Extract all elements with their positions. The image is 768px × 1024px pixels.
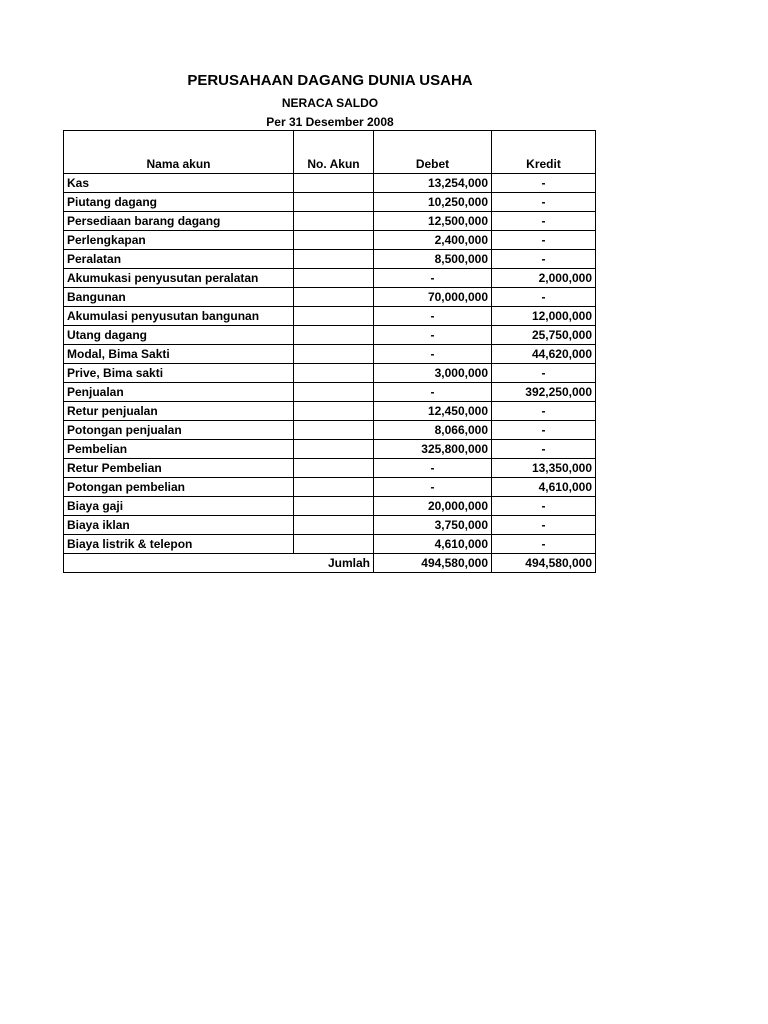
- account-name-cell: Retur penjualan: [64, 402, 294, 421]
- credit-cell: 12,000,000: [492, 307, 596, 326]
- column-header-credit: Kredit: [492, 131, 596, 174]
- credit-cell: 13,350,000: [492, 459, 596, 478]
- debit-cell: 3,750,000: [374, 516, 492, 535]
- total-row: [64, 554, 596, 573]
- credit-cell: -: [492, 174, 596, 193]
- account-number-cell: [294, 345, 374, 364]
- credit-cell: 4,610,000: [492, 478, 596, 497]
- table-row: [64, 459, 596, 478]
- total-debit: 494,580,000: [374, 554, 492, 573]
- debit-cell: 12,500,000: [374, 212, 492, 231]
- debit-cell: 8,066,000: [374, 421, 492, 440]
- credit-cell: -: [492, 516, 596, 535]
- account-number-cell: [294, 250, 374, 269]
- credit-cell: -: [492, 402, 596, 421]
- account-name-cell: Perlengkapan: [64, 231, 294, 250]
- credit-cell: -: [492, 364, 596, 383]
- credit-cell: -: [492, 440, 596, 459]
- credit-cell: -: [492, 288, 596, 307]
- account-name-cell: Utang dagang: [64, 326, 294, 345]
- credit-cell: 2,000,000: [492, 269, 596, 288]
- account-number-cell: [294, 383, 374, 402]
- account-number-cell: [294, 231, 374, 250]
- debit-cell: 325,800,000: [374, 440, 492, 459]
- credit-cell: 44,620,000: [492, 345, 596, 364]
- debit-cell: 70,000,000: [374, 288, 492, 307]
- table-row: [64, 345, 596, 364]
- table-row: [64, 497, 596, 516]
- debit-cell: -: [374, 478, 492, 497]
- account-name-cell: Biaya gaji: [64, 497, 294, 516]
- total-label: Jumlah: [64, 554, 374, 573]
- debit-cell: 20,000,000: [374, 497, 492, 516]
- table-row: [64, 516, 596, 535]
- account-name-cell: Pembelian: [64, 440, 294, 459]
- account-number-cell: [294, 269, 374, 288]
- debit-cell: 2,400,000: [374, 231, 492, 250]
- account-number-cell: [294, 421, 374, 440]
- table-row: [64, 307, 596, 326]
- account-name-cell: Bangunan: [64, 288, 294, 307]
- credit-cell: 25,750,000: [492, 326, 596, 345]
- account-name-cell: Kas: [64, 174, 294, 193]
- debit-cell: -: [374, 383, 492, 402]
- report-title: NERACA SALDO: [281, 96, 379, 110]
- account-name-cell: Akumulasi penyusutan bangunan: [64, 307, 294, 326]
- table-row: [64, 231, 596, 250]
- column-header-debit: Debet: [374, 131, 492, 174]
- table-row: [64, 478, 596, 497]
- account-number-cell: [294, 459, 374, 478]
- account-number-cell: [294, 497, 374, 516]
- credit-cell: -: [492, 193, 596, 212]
- table-body: [64, 174, 596, 554]
- table-row: [64, 402, 596, 421]
- table-row: [64, 250, 596, 269]
- account-name-cell: Peralatan: [64, 250, 294, 269]
- debit-cell: -: [374, 269, 492, 288]
- credit-cell: -: [492, 212, 596, 231]
- table-row: [64, 193, 596, 212]
- report-date: Per 31 Desember 2008: [266, 115, 394, 129]
- account-number-cell: [294, 174, 374, 193]
- account-number-cell: [294, 478, 374, 497]
- table-row: [64, 535, 596, 554]
- account-number-cell: [294, 288, 374, 307]
- credit-cell: -: [492, 535, 596, 554]
- table-header-row: [64, 131, 596, 174]
- credit-cell: 392,250,000: [492, 383, 596, 402]
- account-name-cell: Potongan pembelian: [64, 478, 294, 497]
- account-number-cell: [294, 212, 374, 231]
- account-number-cell: [294, 516, 374, 535]
- account-name-cell: Penjualan: [64, 383, 294, 402]
- debit-cell: 10,250,000: [374, 193, 492, 212]
- account-name-cell: Retur Pembelian: [64, 459, 294, 478]
- table-row: [64, 288, 596, 307]
- account-number-cell: [294, 402, 374, 421]
- column-header-account-name: Nama akun: [64, 131, 294, 174]
- debit-cell: 12,450,000: [374, 402, 492, 421]
- table-row: [64, 174, 596, 193]
- credit-cell: -: [492, 421, 596, 440]
- account-name-cell: Piutang dagang: [64, 193, 294, 212]
- debit-cell: 8,500,000: [374, 250, 492, 269]
- table-row: [64, 383, 596, 402]
- account-number-cell: [294, 364, 374, 383]
- account-name-cell: Prive, Bima sakti: [64, 364, 294, 383]
- trial-balance-table: [63, 130, 596, 573]
- table-row: [64, 269, 596, 288]
- table-row: [64, 364, 596, 383]
- column-header-account-number: No. Akun: [294, 131, 374, 174]
- account-name-cell: Biaya iklan: [64, 516, 294, 535]
- account-name-cell: Potongan penjualan: [64, 421, 294, 440]
- account-number-cell: [294, 535, 374, 554]
- account-name-cell: Persediaan barang dagang: [64, 212, 294, 231]
- account-number-cell: [294, 307, 374, 326]
- debit-cell: -: [374, 307, 492, 326]
- debit-cell: -: [374, 459, 492, 478]
- table-row: [64, 421, 596, 440]
- debit-cell: 4,610,000: [374, 535, 492, 554]
- account-number-cell: [294, 326, 374, 345]
- credit-cell: -: [492, 497, 596, 516]
- credit-cell: -: [492, 231, 596, 250]
- table-row: [64, 440, 596, 459]
- account-name-cell: Biaya listrik & telepon: [64, 535, 294, 554]
- debit-cell: 3,000,000: [374, 364, 492, 383]
- account-number-cell: [294, 193, 374, 212]
- table-row: [64, 212, 596, 231]
- table-row: [64, 326, 596, 345]
- company-title: PERUSAHAAN DAGANG DUNIA USAHA: [187, 72, 473, 89]
- account-name-cell: Akumukasi penyusutan peralatan: [64, 269, 294, 288]
- debit-cell: 13,254,000: [374, 174, 492, 193]
- credit-cell: -: [492, 250, 596, 269]
- total-credit: 494,580,000: [492, 554, 596, 573]
- debit-cell: -: [374, 326, 492, 345]
- account-number-cell: [294, 440, 374, 459]
- account-name-cell: Modal, Bima Sakti: [64, 345, 294, 364]
- debit-cell: -: [374, 345, 492, 364]
